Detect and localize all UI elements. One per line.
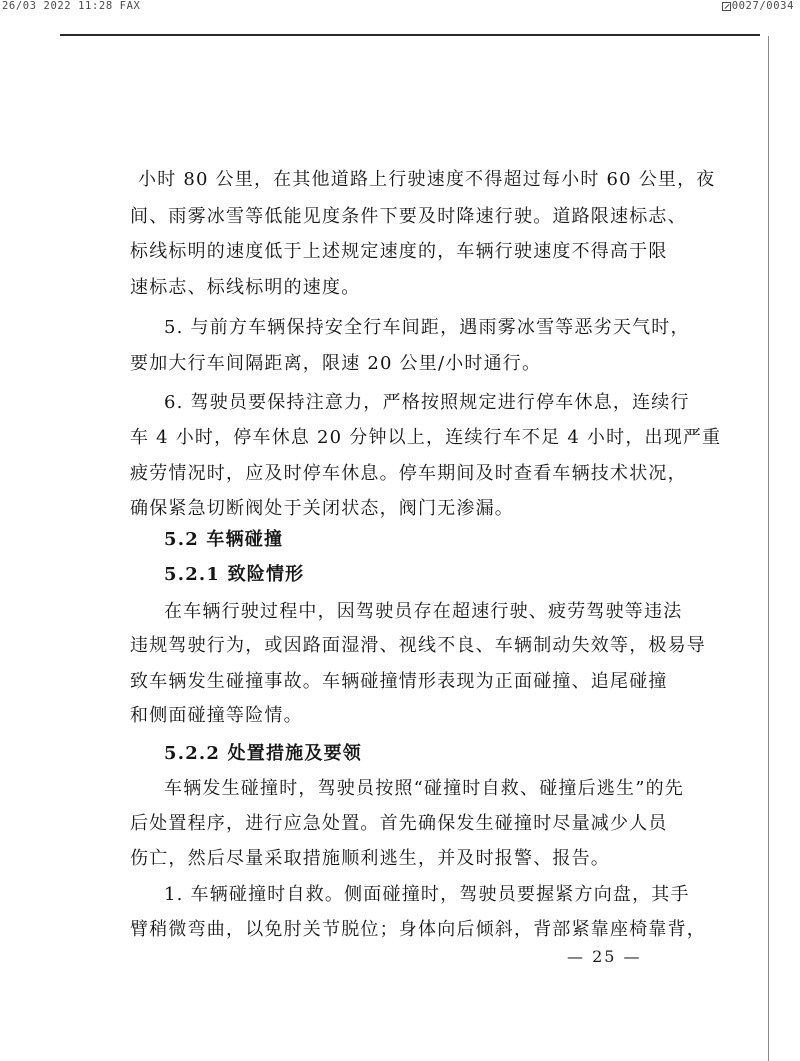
fax-page-count: 0027/0034 bbox=[731, 0, 794, 12]
text-line: 在车辆行驶过程中，因驾驶员存在超速行驶、疲劳驾驶等违法 bbox=[164, 601, 683, 622]
text-line: 要加大行车间隔距离，限速 20 公里/小时通行。 bbox=[130, 353, 542, 374]
text-line: 标线标明的速度低于上述规定速度的，车辆行驶速度不得高于限 bbox=[130, 241, 668, 262]
text-line: 确保紧急切断阀处于关闭状态，阀门无渗漏。 bbox=[130, 498, 514, 519]
subsection-heading: 5.2.1 致险情形 bbox=[164, 564, 305, 585]
text-line: 速标志、标线标明的速度。 bbox=[130, 277, 361, 298]
text-line: 疲劳情况时，应及时停车休息。停车期间及时查看车辆技术状况， bbox=[130, 463, 687, 484]
text-line: 车 4 小时，停车休息 20 分钟以上，连续行车不足 4 小时，出现严重 bbox=[130, 427, 722, 448]
text-line: 小时 80 公里，在其他道路上行驶速度不得超过每小时 60 公里，夜 bbox=[138, 169, 716, 190]
text-line: 间、雨雾冰雪等低能见度条件下要及时降速行驶。道路限速标志、 bbox=[130, 206, 687, 227]
text-line: 臂稍微弯曲，以免肘关节脱位；身体向后倾斜，背部紧靠座椅靠背， bbox=[130, 919, 706, 940]
fax-page-counter bbox=[722, 0, 794, 12]
subsection-heading: 5.2.2 处置措施及要领 bbox=[164, 743, 362, 764]
text-line: 和侧面碰撞等险情。 bbox=[130, 705, 303, 726]
text-line: 1. 车辆碰撞时自救。侧面碰撞时，驾驶员要握紧方向盘，其手 bbox=[164, 884, 690, 905]
text-line: 违规驾驶行为，或因路面湿滑、视线不良、车辆制动失效等，极易导 bbox=[130, 635, 706, 656]
text-line: 6. 驾驶员要保持注意力，严格按照规定进行停车休息，连续行 bbox=[164, 392, 690, 413]
fax-timestamp: 26/03 2022 11:28 FAX bbox=[2, 0, 141, 12]
text-line: 后处置程序，进行应急处置。首先确保发生碰撞时尽量减少人员 bbox=[130, 813, 668, 834]
section-heading: 5.2 车辆碰撞 bbox=[164, 529, 284, 550]
fax-edit-icon bbox=[722, 2, 731, 11]
page-number: — 25 — bbox=[567, 947, 642, 966]
text-line: 伤亡，然后尽量采取措施顺利逃生，并及时报警、报告。 bbox=[130, 848, 610, 869]
text-line: 车辆发生碰撞时，驾驶员按照“碰撞时自救、碰撞后逃生”的先 bbox=[164, 778, 685, 799]
top-rule bbox=[60, 34, 760, 36]
scan-edge-line bbox=[768, 36, 769, 1061]
text-line: 5. 与前方车辆保持安全行车间距，遇雨雾冰雪等恶劣天气时， bbox=[164, 317, 690, 338]
text-line: 致车辆发生碰撞事故。车辆碰撞情形表现为正面碰撞、追尾碰撞 bbox=[130, 671, 668, 692]
fax-header bbox=[0, 0, 800, 14]
